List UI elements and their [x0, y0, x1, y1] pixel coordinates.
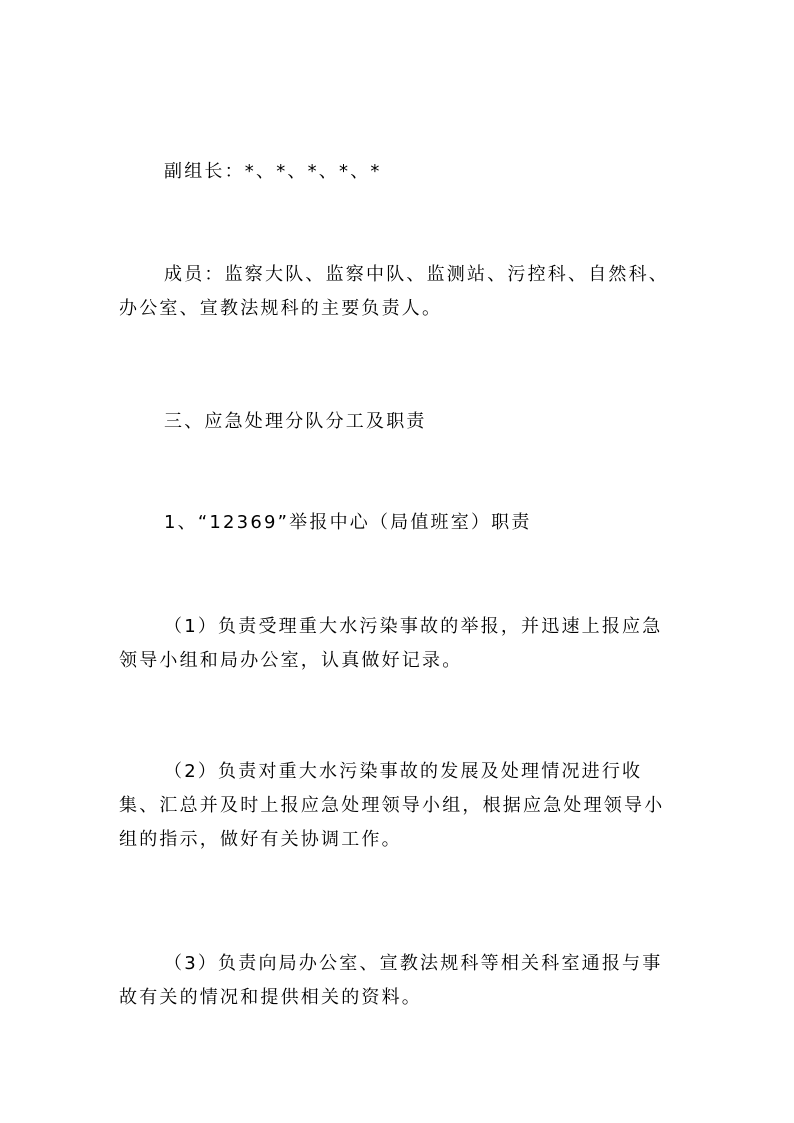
- duty-item-3: （3）负责向局办公室、宣教法规科等相关科室通报与事故有关的情况和提供相关的资料。: [119, 953, 663, 1008]
- members-paragraph: 成员：监察大队、监察中队、监测站、污控科、自然科、办公室、宣教法规科的主要负责人。: [119, 264, 669, 319]
- subsection-heading: 1、“12369”举报中心（局值班室）职责: [164, 512, 532, 533]
- duty-item-2: （2）负责对重大水污染事故的发展及处理情况进行收集、汇总并及时上报应急处理领导小组，根据应急处理领导小组的指示，做好有关协调工作。: [119, 761, 665, 850]
- section-heading: 三、应急处理分队分工及职责: [164, 411, 427, 432]
- duty-item-1: （1）负责受理重大水污染事故的举报，并迅速上报应急领导小组和局办公室，认真做好记录。: [119, 616, 663, 671]
- deputy-leader-line: 副组长：*、*、*、*、*: [164, 161, 382, 182]
